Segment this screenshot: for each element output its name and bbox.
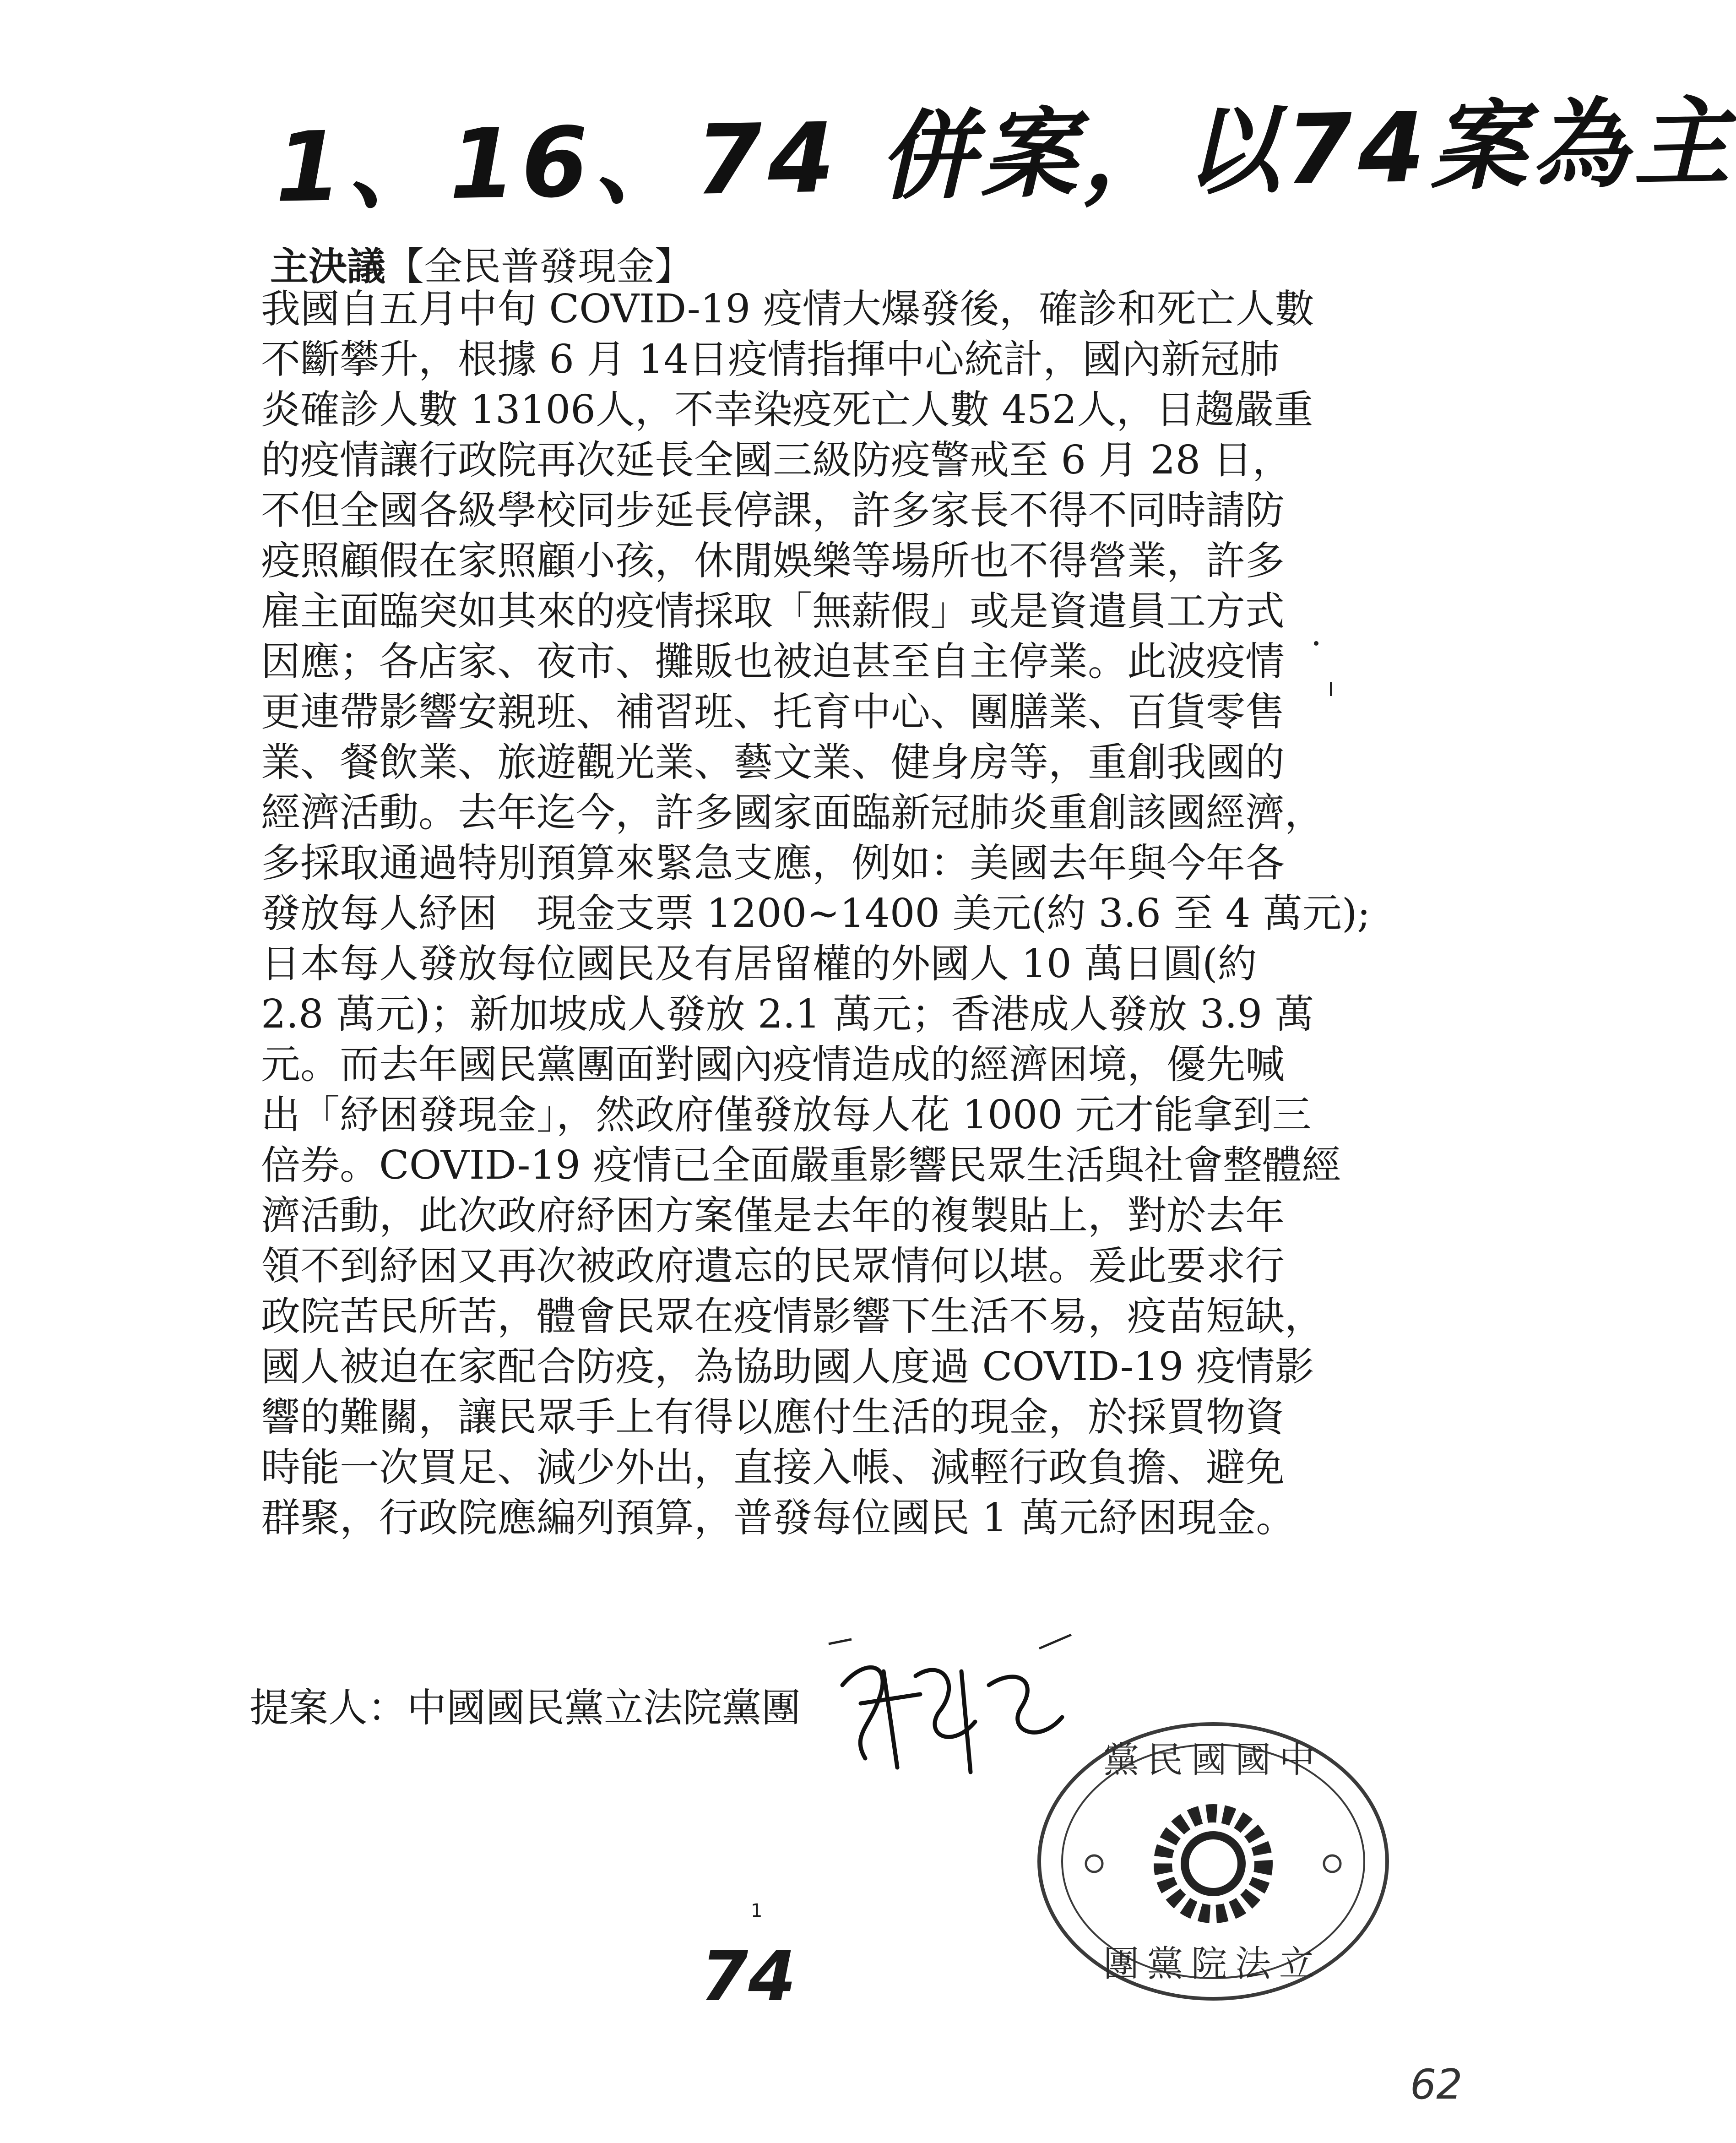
svg-text:團黨院法立: 團黨院法立 xyxy=(1103,1943,1324,1985)
body-line: 不但全國各級學校同步延長停課，許多家長不得不同時請防 xyxy=(261,488,1285,533)
resolution-body xyxy=(261,284,1371,1543)
body-line: 政院苦民所苦，體會民眾在疫情影響下生活不易，疫苗短缺， xyxy=(261,1294,1324,1339)
proposer-line: 提案人：中國國民黨立法院黨團 xyxy=(250,1685,801,1731)
page-number: 1 xyxy=(751,1900,763,1921)
handwritten-corner-number: 62 xyxy=(1410,2061,1463,2109)
body-line: 領不到紓困又再次被政府遺忘的民眾情何以堪。爰此要求行 xyxy=(261,1243,1285,1289)
svg-text:黨民國國中: 黨民國國中 xyxy=(1103,1740,1324,1781)
handwritten-title: 1、16、74 併案，以74案為主 xyxy=(274,86,1736,224)
handwritten-case-number: 74 xyxy=(700,1937,796,2017)
body-line: 出「紓困發現金」，然政府僅發放每人花 1000 元才能拿到三 xyxy=(261,1092,1312,1138)
body-line: 的疫情讓行政院再次延長全國三級防疫警戒至 6 月 28 日， xyxy=(261,437,1292,483)
body-line: 疫照顧假在家照顧小孩，休閒娛樂等場所也不得營業，許多 xyxy=(261,538,1285,584)
body-line: 群聚，行政院應編列預算，普發每位國民 1 萬元紓困現金。 xyxy=(261,1495,1296,1541)
body-line: 經濟活動。去年迄今，許多國家面臨新冠肺炎重創該國經濟， xyxy=(261,790,1324,836)
body-line: 多採取通過特別預算來緊急支應，例如：美國去年與今年各 xyxy=(261,840,1285,886)
body-line: 倍券。COVID-19 疫情已全面嚴重影響民眾生活與社會整體經 xyxy=(261,1142,1341,1188)
body-line: 雇主面臨突如其來的疫情採取「無薪假」或是資遣員工方式 xyxy=(261,588,1285,634)
stray-mark xyxy=(1314,641,1318,646)
body-line: 日本每人發放每位國民及有居留權的外國人 10 萬日圓(約 xyxy=(261,941,1257,987)
resolution-heading xyxy=(270,236,693,291)
body-line: 時能一次買足、減少外出，直接入帳、減輕行政負擔、避免 xyxy=(261,1445,1285,1490)
body-line: 濟活動，此次政府紓困方案僅是去年的複製貼上，對於去年 xyxy=(261,1193,1285,1239)
heading-label: 主決議 xyxy=(270,244,386,289)
body-line: 2.8 萬元)；新加坡成人發放 2.1 萬元；香港成人發放 3.9 萬 xyxy=(261,991,1314,1037)
body-line: 國人被迫在家配合防疫，為協助國人度過 COVID-19 疫情影 xyxy=(261,1344,1314,1390)
body-line: 炎確診人數 13106人，不幸染疫死亡人數 452人，日趨嚴重 xyxy=(261,387,1313,433)
body-line: 我國自五月中旬 COVID-19 疫情大爆發後，確診和死亡人數 xyxy=(261,286,1314,332)
body-line: 不斷攀升，根據 6 月 14日疫情指揮中心統計，國內新冠肺 xyxy=(261,337,1280,382)
body-line: 發放每人紓困 現金支票 1200~1400 美元(約 3.6 至 4 萬元); xyxy=(261,891,1371,936)
stray-mark xyxy=(1330,682,1332,696)
body-line: 元。而去年國民黨團面對國內疫情造成的經濟困境，優先喊 xyxy=(261,1042,1285,1088)
body-line: 更連帶影響安親班、補習班、托育中心、團膳業、百貨零售 xyxy=(261,689,1285,735)
heading-title: 【全民普發現金】 xyxy=(385,244,694,289)
official-seal xyxy=(1030,1713,1396,2010)
body-line: 響的難關，讓民眾手上有得以應付生活的現金，於採買物資 xyxy=(261,1394,1285,1440)
body-line: 因應；各店家、夜市、攤販也被迫甚至自主停業。此波疫情 xyxy=(261,639,1285,685)
body-line: 業、餐飲業、旅遊觀光業、藝文業、健身房等，重創我國的 xyxy=(261,740,1285,785)
